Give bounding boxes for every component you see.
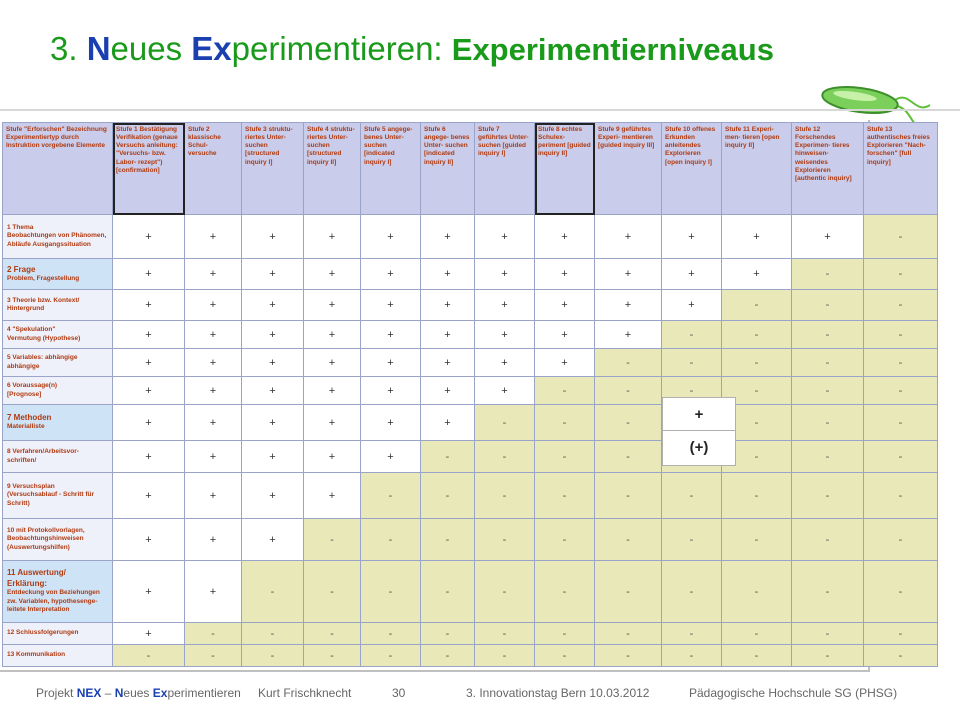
table-cell: -: [864, 561, 938, 623]
row-label: [3, 441, 113, 473]
table-cell: -: [792, 645, 864, 667]
table-cell: -: [792, 290, 864, 321]
table-row: [3, 377, 938, 405]
table-cell: -: [361, 519, 421, 561]
table-cell: -: [421, 561, 475, 623]
row-label-main: 2 Frage: [7, 264, 36, 274]
table-cell: +: [595, 215, 662, 259]
table-cell: -: [792, 473, 864, 519]
table-cell: +: [361, 321, 421, 349]
table-cell: +: [113, 215, 185, 259]
table-cell: -: [792, 561, 864, 623]
table-cell: +: [475, 259, 535, 290]
table-cell: +: [475, 377, 535, 405]
table-cell: -: [475, 441, 535, 473]
table-cell: +: [242, 290, 304, 321]
table-cell: -: [595, 473, 662, 519]
row-label-main: 4 "Spekulation": [7, 326, 56, 334]
table-cell: -: [864, 377, 938, 405]
footer-event: 3. Innovationstag Bern 10.03.2012: [466, 686, 650, 700]
table-cell: +: [421, 215, 475, 259]
table-cell: +: [361, 215, 421, 259]
table-cell: -: [792, 623, 864, 645]
table-cell: -: [864, 405, 938, 441]
table-cell: +: [113, 290, 185, 321]
row-label: [3, 259, 113, 290]
table-cell: -: [722, 321, 792, 349]
table-cell: +: [113, 321, 185, 349]
table-cell: +: [421, 377, 475, 405]
table-cell: -: [361, 473, 421, 519]
table-cell: +: [113, 473, 185, 519]
row-label-detail: Entdeckung von Beziehungen zw. Variablen, hypothesenge- leitete Interpretation: [7, 589, 100, 614]
row-label-main: 6 Voraussage(n): [7, 382, 58, 390]
header-stufe-5: Stufe 5 angege- benes Unter- suchen [indicated inquiry I]: [361, 123, 421, 215]
table-cell: -: [595, 623, 662, 645]
row-label-detail: Materialliste: [7, 423, 45, 431]
row-label-detail: [Prognose]: [7, 390, 42, 398]
row-label-main: 9 Versuchsplan: [7, 482, 55, 490]
row-label-detail: abhängige: [7, 362, 40, 370]
table-cell: -: [113, 645, 185, 667]
table-cell: +: [421, 405, 475, 441]
table-cell: +: [113, 519, 185, 561]
table-cell: +: [304, 405, 361, 441]
table-cell: +: [361, 349, 421, 377]
table-cell: +: [113, 561, 185, 623]
table-cell: -: [864, 290, 938, 321]
footer-n: N: [114, 686, 124, 700]
row-label-main: 12 Schlussfolgerungen: [7, 629, 79, 637]
table-cell: +: [185, 519, 242, 561]
footer-project: [36, 686, 241, 700]
table-cell: -: [421, 519, 475, 561]
table-row: [3, 290, 938, 321]
table-cell: +: [185, 377, 242, 405]
row-label: [3, 215, 113, 259]
table-cell: -: [722, 561, 792, 623]
table-cell: +: [242, 259, 304, 290]
table-cell: -: [421, 441, 475, 473]
row-label-detail: Vermutung (Hypothese): [7, 334, 81, 342]
table-cell: -: [242, 645, 304, 667]
table-cell: -: [475, 623, 535, 645]
table-cell: -: [722, 405, 792, 441]
footer-school: Pädagogische Hochschule SG (PHSG): [689, 686, 898, 700]
row-label-main: 11 Auswertung/ Erklärung:: [7, 568, 66, 588]
table-cell: -: [535, 441, 595, 473]
table-cell: -: [792, 405, 864, 441]
table-cell: -: [722, 623, 792, 645]
table-cell: +: [304, 349, 361, 377]
table-cell: -: [662, 377, 722, 405]
table-cell: +: [421, 290, 475, 321]
table-cell: +: [662, 290, 722, 321]
table-cell: +: [242, 321, 304, 349]
table-row: [3, 519, 938, 561]
table-cell: -: [475, 473, 535, 519]
table-cell: +: [595, 259, 662, 290]
table-row: [3, 561, 938, 623]
header-stufe-11: Stufe 11 Experi- men- tieren [open inquiry II]: [722, 123, 792, 215]
footer-projekt: Projekt: [36, 686, 77, 700]
table-cell: +: [475, 215, 535, 259]
table-cell: +: [421, 321, 475, 349]
title-perimentieren: perimentieren:: [231, 30, 452, 67]
table-cell: -: [662, 473, 722, 519]
table-cell: -: [662, 321, 722, 349]
table-cell: +: [113, 377, 185, 405]
footer-perimentieren: perimentieren: [167, 686, 241, 700]
table-cell: -: [535, 561, 595, 623]
table-cell: +: [242, 215, 304, 259]
table-cell: +: [792, 215, 864, 259]
table-cell: -: [722, 349, 792, 377]
table-cell: -: [864, 519, 938, 561]
table-cell: +: [242, 349, 304, 377]
table-cell: -: [662, 645, 722, 667]
table-cell: -: [421, 473, 475, 519]
table-cell: +: [421, 349, 475, 377]
table-cell: -: [304, 519, 361, 561]
table-cell: -: [475, 561, 535, 623]
header-stufe-1: Stufe 1 Bestätigung Verifikation (genaue Versuchs anleitung: "Versuchs- bzw. Labor- rezept") [confirmation]: [113, 123, 185, 215]
row-label-detail: (Versuchsablauf - Schritt für Schritt): [7, 491, 95, 507]
table-cell: +: [722, 259, 792, 290]
header-stufe-13: Stufe 13 authentisches freies Explorieren "Nach- forschen" [full inquiry]: [864, 123, 938, 215]
row-label: [3, 561, 113, 623]
table-cell: +: [361, 441, 421, 473]
title-number: 3.: [50, 30, 87, 67]
table-cell: +: [304, 473, 361, 519]
table-cell: +: [185, 441, 242, 473]
table-cell: +: [662, 259, 722, 290]
table-cell: -: [864, 645, 938, 667]
table-cell: -: [722, 519, 792, 561]
table-cell: -: [792, 349, 864, 377]
header-stufe-7: Stufe 7 geführtes Unter- suchen [guided inquiry I]: [475, 123, 535, 215]
row-label-detail: schriften/: [7, 456, 37, 464]
table-cell: +: [304, 290, 361, 321]
table-row: [3, 441, 938, 473]
header-stufe-3: Stufe 3 struktu- riertes Unter- suchen [structured inquiry I]: [242, 123, 304, 215]
footer-dash: –: [101, 686, 115, 700]
table-cell: +: [113, 405, 185, 441]
row-label: [3, 290, 113, 321]
table-cell: +: [361, 290, 421, 321]
header-stufe-12: Stufe 12 Forschendes Experimen- tieres hinweisen- weisendes Explorieren [authentic inquiry]: [792, 123, 864, 215]
table-cell: -: [535, 645, 595, 667]
table-row: [3, 259, 938, 290]
footer-nex: NEX: [76, 686, 102, 700]
table-cell: +: [475, 349, 535, 377]
table-cell: -: [304, 561, 361, 623]
table-cell: -: [535, 377, 595, 405]
row-label: [3, 377, 113, 405]
table-cell: -: [185, 623, 242, 645]
table-cell: +: [242, 405, 304, 441]
table-cell: +: [595, 321, 662, 349]
table-cell: +: [361, 377, 421, 405]
row-label-main: 1 Thema: [7, 223, 34, 231]
table-cell: +: [304, 215, 361, 259]
table-cell: +: [475, 290, 535, 321]
row-label: [3, 519, 113, 561]
table-cell: +: [595, 290, 662, 321]
table-cell: -: [475, 405, 535, 441]
table-cell: -: [595, 405, 662, 441]
table-cell: -: [595, 645, 662, 667]
table-cell: -: [864, 473, 938, 519]
table-cell: -: [722, 441, 792, 473]
table-row: [3, 405, 938, 441]
table-cell: +: [242, 473, 304, 519]
table-cell: -: [662, 561, 722, 623]
title-subtitle: Experimentierniveaus: [451, 32, 774, 67]
table-cell: -: [535, 405, 595, 441]
row-label-detail: Hintergrund: [7, 305, 45, 312]
table-cell: -: [722, 290, 792, 321]
table-cell: -: [662, 623, 722, 645]
table-cell: -: [361, 623, 421, 645]
table-cell: +: [421, 259, 475, 290]
table-cell: +: [304, 441, 361, 473]
title-divider: [0, 109, 960, 111]
row-label: [3, 321, 113, 349]
table-cell: -: [361, 561, 421, 623]
table-cell: -: [792, 321, 864, 349]
table-cell: +: [185, 215, 242, 259]
table-cell: +: [185, 290, 242, 321]
table-cell: +: [242, 441, 304, 473]
table-cell: +: [304, 259, 361, 290]
table-cell: -: [864, 623, 938, 645]
table-cell: -: [361, 645, 421, 667]
row-label-detail: Beobachtungen von Phänomen, Abläufe Ausgangssituation: [7, 232, 107, 248]
table-cell: +: [113, 623, 185, 645]
table-cell: +: [535, 349, 595, 377]
row-label: [3, 473, 113, 519]
table-cell: -: [722, 473, 792, 519]
row-label-main: 13 Kommunikation: [7, 651, 66, 659]
title-n: N: [86, 30, 111, 67]
table-cell: -: [792, 259, 864, 290]
table-cell: +: [535, 215, 595, 259]
header-stufe-4: Stufe 4 struktu- riertes Unter- suchen [structured inquiry II]: [304, 123, 361, 215]
footer-ex: Ex: [152, 686, 168, 700]
row-label-detail: Beobachtungshinweisen (Auswertungshilfen): [7, 535, 84, 551]
title-eues: eues: [110, 30, 192, 67]
table-cell: -: [792, 519, 864, 561]
table-cell: -: [864, 441, 938, 473]
table-cell: +: [662, 215, 722, 259]
table-cell: +: [185, 405, 242, 441]
table-cell: +: [535, 290, 595, 321]
header-stufe-8: Stufe 8 echtes Schulex- periment [guided inquiry II]: [535, 123, 595, 215]
table-cell: -: [421, 645, 475, 667]
table-cell: -: [475, 519, 535, 561]
table-cell: +: [185, 561, 242, 623]
table-row: [3, 645, 938, 667]
table-row: [3, 623, 938, 645]
table-cell: -: [864, 349, 938, 377]
table-cell: -: [722, 645, 792, 667]
table-cell: +: [185, 473, 242, 519]
table-cell: -: [304, 645, 361, 667]
table-cell: -: [475, 645, 535, 667]
experiment-levels-table: [2, 122, 938, 667]
row-label-main: 8 Verfahren/Arbeitsvor-: [7, 448, 79, 456]
header-row: [3, 123, 938, 215]
row-label: [3, 349, 113, 377]
table-cell: -: [595, 377, 662, 405]
row-label: [3, 623, 113, 645]
table-cell: +: [361, 405, 421, 441]
header-corner: Stufe "Erforschen" Bezeichnung Experimentiertyp durch Instruktion vorgebene Elemente: [3, 123, 113, 215]
table-cell: +: [304, 377, 361, 405]
table-cell: -: [864, 259, 938, 290]
title-ex: Ex: [191, 30, 232, 67]
table-cell: -: [535, 473, 595, 519]
table-cell: -: [864, 321, 938, 349]
table-cell: +: [535, 321, 595, 349]
header-stufe-6: Stufe 6 angege- benes Unter- suchen [indicated inquiry II]: [421, 123, 475, 215]
table-cell: +: [475, 321, 535, 349]
table-cell: +: [185, 349, 242, 377]
table-cell: -: [722, 377, 792, 405]
table-cell: -: [185, 645, 242, 667]
table-cell: -: [595, 561, 662, 623]
table-cell: -: [535, 519, 595, 561]
table-cell: +: [361, 259, 421, 290]
plus-popup: +: [662, 397, 736, 433]
row-label-main: 3 Theorie bzw. Kontext/: [7, 296, 80, 304]
table-cell: +: [113, 259, 185, 290]
slide-title: [50, 30, 774, 68]
row-label-main: 7 Methoden: [7, 413, 52, 423]
row-label: [3, 405, 113, 441]
table-cell: +: [242, 377, 304, 405]
table-cell: +: [113, 349, 185, 377]
table-cell: +: [113, 441, 185, 473]
footer-eues: eues: [123, 686, 153, 700]
footer-author: Kurt Frischknecht: [258, 686, 352, 700]
row-label-main: 10 mit Protokollvorlagen,: [7, 526, 85, 534]
table-cell: -: [662, 349, 722, 377]
table-cell: -: [304, 623, 361, 645]
table-cell: -: [864, 215, 938, 259]
plus-paren-popup: (+): [662, 430, 736, 466]
table-row: [3, 321, 938, 349]
table-cell: -: [595, 519, 662, 561]
row-label: [3, 645, 113, 667]
row-label-detail: Problem, Fragestellung: [7, 274, 80, 282]
table-cell: -: [792, 441, 864, 473]
table-cell: -: [535, 623, 595, 645]
table-row: [3, 473, 938, 519]
header-stufe-9: Stufe 9 geführtes Experi- mentieren [guided inquiry III]: [595, 123, 662, 215]
table-cell: +: [722, 215, 792, 259]
table-cell: +: [535, 259, 595, 290]
table-row: [3, 349, 938, 377]
table-cell: -: [595, 349, 662, 377]
table-cell: -: [662, 519, 722, 561]
table-cell: +: [185, 259, 242, 290]
table-row: [3, 215, 938, 259]
table-cell: -: [242, 561, 304, 623]
table-cell: +: [185, 321, 242, 349]
table-cell: -: [421, 623, 475, 645]
header-stufe-2: Stufe 2 klassische Schul- versuche: [185, 123, 242, 215]
table-cell: +: [304, 321, 361, 349]
header-stufe-10: Stufe 10 offenes Erkunden anleitendes Explorieren [open inquiry I]: [662, 123, 722, 215]
table-cell: -: [242, 623, 304, 645]
footer-page-number: 30: [392, 686, 406, 700]
table-cell: -: [792, 377, 864, 405]
table-cell: -: [595, 441, 662, 473]
row-label-main: 5 Variables: abhängige: [7, 354, 78, 362]
table-cell: +: [242, 519, 304, 561]
